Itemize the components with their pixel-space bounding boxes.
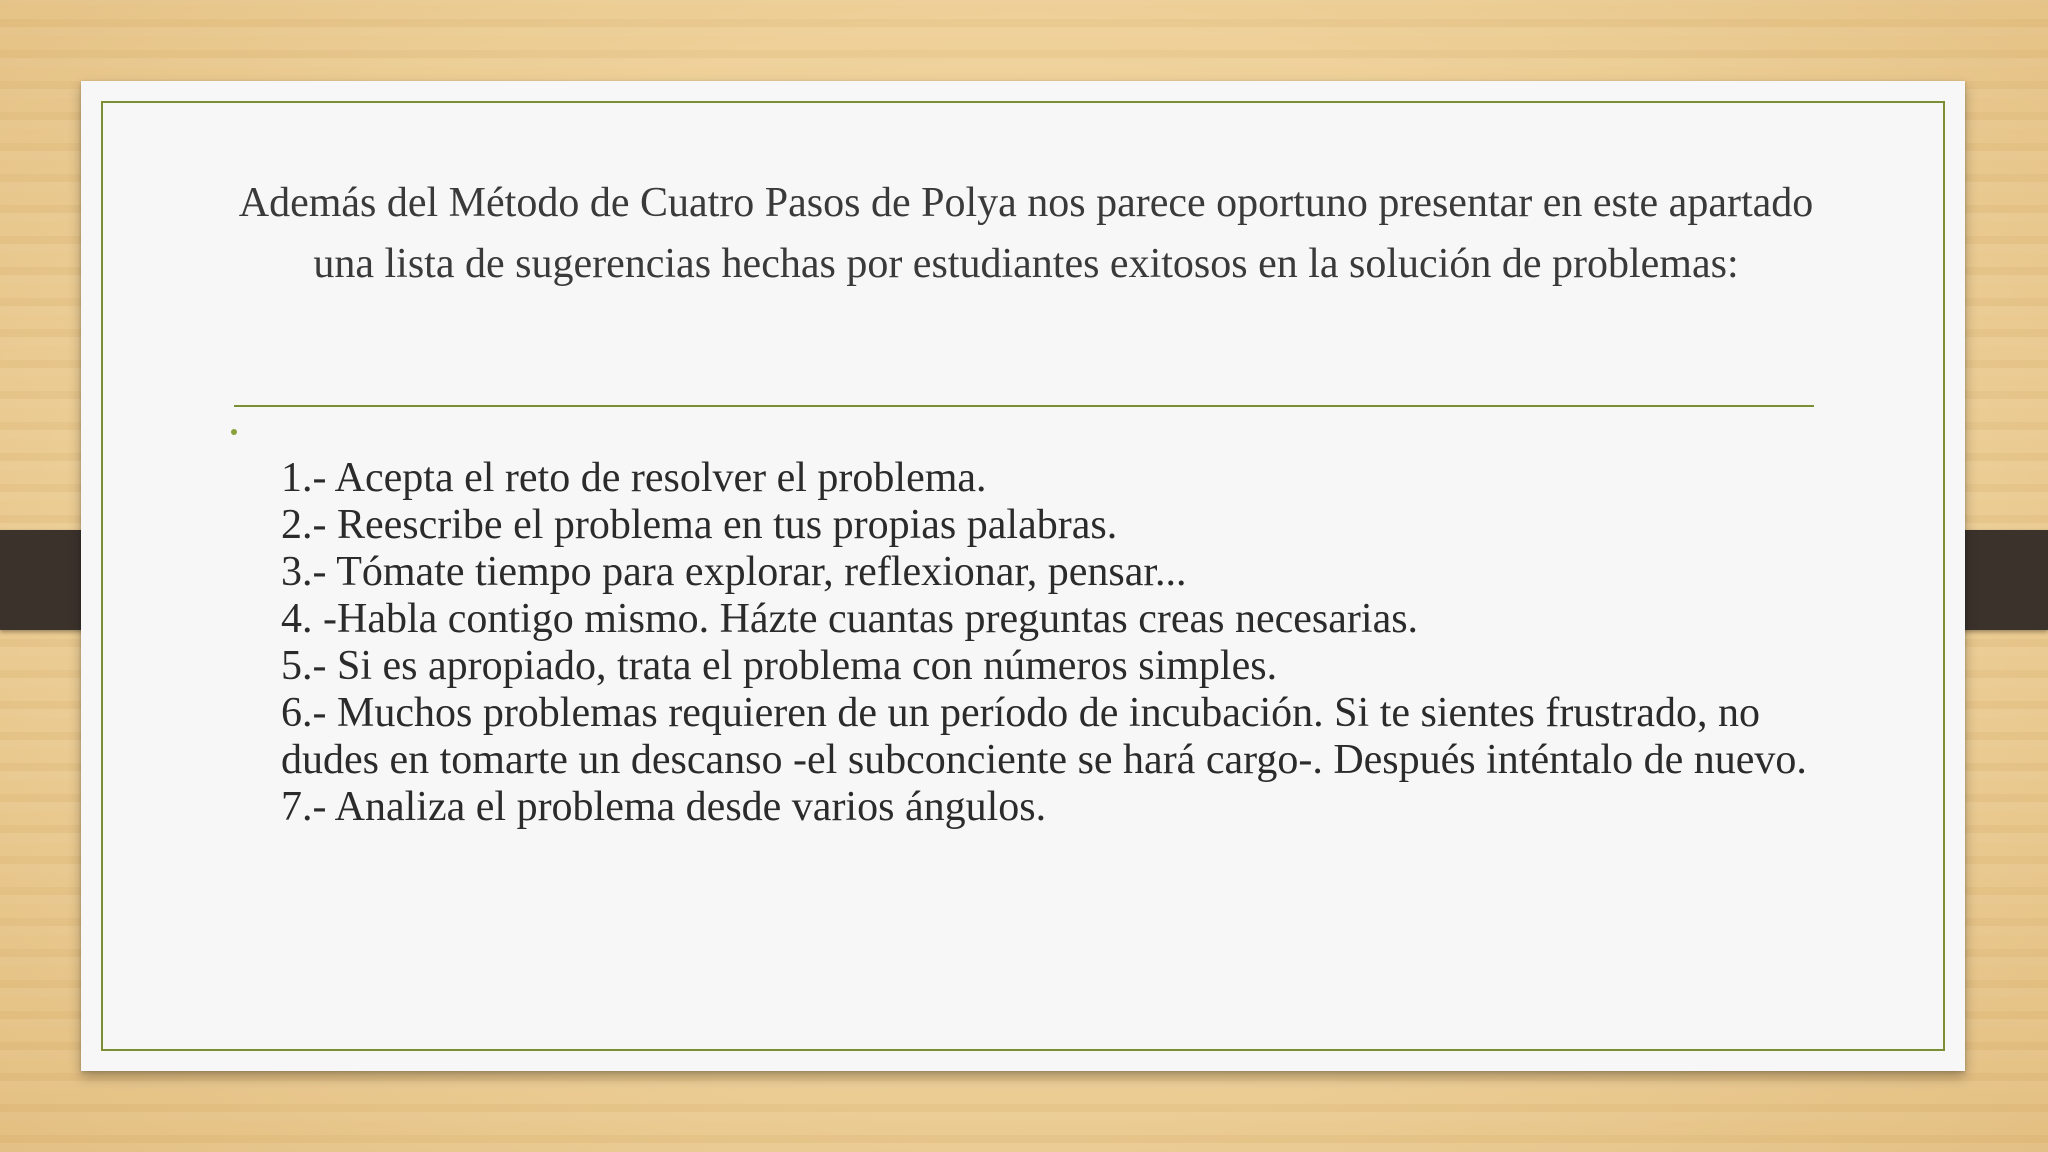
slide-paper — [81, 81, 1965, 1071]
suggestion-item-4: 4. -Habla contigo mismo. Házte cuantas preguntas creas necesarias. — [281, 596, 1419, 642]
slide-title: Además del Método de Cuatro Pasos de Polya nos parece oportuno presentar en este apartado una lista de sugerencias hechas por estudiantes exitosos en la solución de problemas: — [238, 180, 1814, 287]
suggestion-item-1: 1.- Acepta el reto de resolver el problema. — [281, 455, 987, 501]
suggestion-item-6: 6.- Muchos problemas requieren de un período de incubación. Si te sientes frustrado, no dudes en tomarte un descanso -el subconciente se hará cargo-. Después inténtalo de nuevo. — [281, 690, 1807, 783]
suggestion-item-5: 5.- Si es apropiado, trata el problema con números simples. — [281, 643, 1278, 689]
suggestion-item-2: 2.- Reescribe el problema en tus propias palabras. — [281, 502, 1118, 548]
suggestion-item-3: 3.- Tómate tiempo para explorar, reflexionar, pensar... — [281, 549, 1187, 595]
title-divider — [234, 405, 1814, 407]
suggestion-list — [281, 455, 1811, 831]
bullet-dot-icon — [231, 429, 237, 435]
suggestion-item-7: 7.- Analiza el problema desde varios ángulos. — [281, 784, 1047, 830]
